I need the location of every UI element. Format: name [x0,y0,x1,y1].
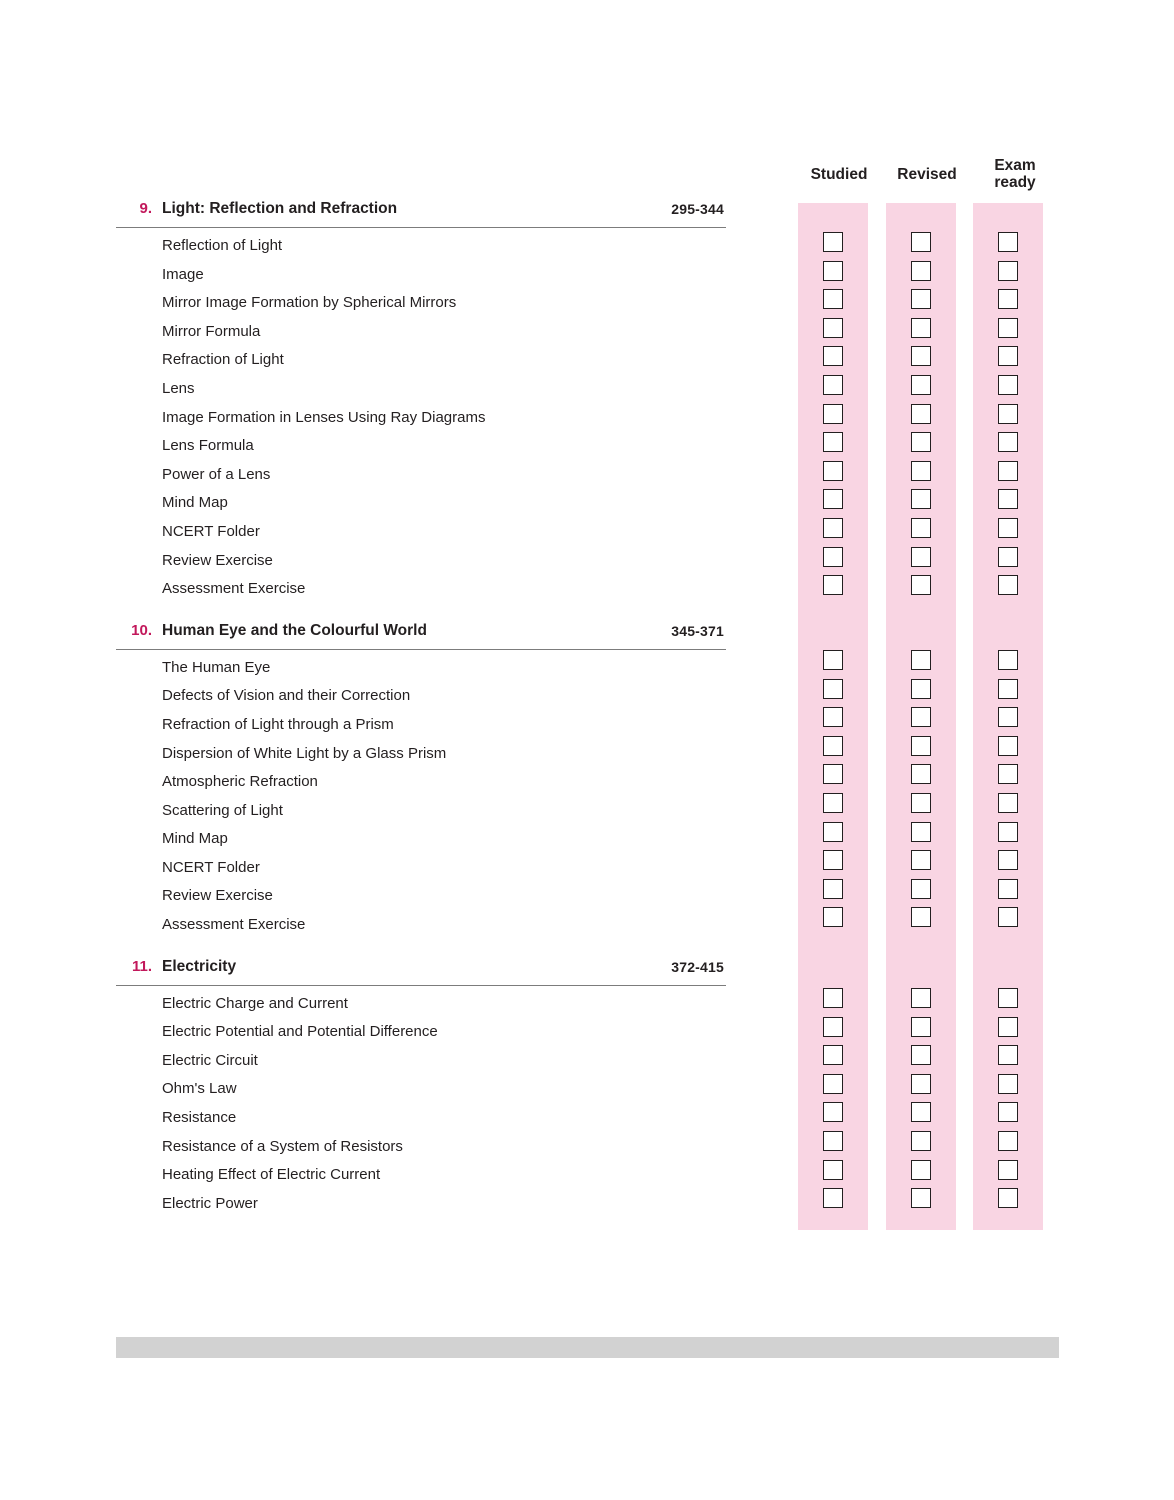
checkbox-exam-ready[interactable] [998,764,1018,784]
checkbox-exam-ready[interactable] [998,907,1018,927]
chapter [116,620,726,940]
checkbox-studied[interactable] [823,879,843,899]
chapter [116,956,726,1219]
topic-item: Image [162,265,204,283]
checkbox-studied[interactable] [823,404,843,424]
topic-item: Electric Power [162,1194,258,1212]
checkbox-exam-ready[interactable] [998,879,1018,899]
topic-item: Scattering of Light [162,801,283,819]
checkbox-revised[interactable] [911,736,931,756]
checkbox-studied[interactable] [823,679,843,699]
checkbox-studied[interactable] [823,907,843,927]
checkbox-studied[interactable] [823,375,843,395]
checkbox-studied[interactable] [823,547,843,567]
checkbox-revised[interactable] [911,988,931,1008]
checkbox-revised[interactable] [911,1045,931,1065]
checkbox-studied[interactable] [823,1045,843,1065]
chapter-header [116,956,726,986]
chapter-number: 10. [131,621,152,639]
topic-item: Assessment Exercise [162,916,306,934]
checkbox-studied[interactable] [823,1188,843,1208]
topic-item: Mind Map [162,494,228,512]
chapter-gap [116,940,726,956]
checkbox-exam-ready[interactable] [998,575,1018,595]
topic-item: Heating Effect of Electric Current [162,1166,381,1184]
checkbox-strip-revised [886,203,956,1230]
checkbox-exam-ready[interactable] [998,736,1018,756]
checkbox-revised[interactable] [911,1102,931,1122]
chapter-title: Electricity [162,957,237,975]
checkbox-revised[interactable] [911,679,931,699]
topic-item: Review Exercise [162,887,273,905]
checkbox-strip-exam-ready [973,203,1043,1230]
topic-item: Mirror Image Formation by Spherical Mirrors [162,294,457,312]
checkbox-studied[interactable] [823,736,843,756]
checkbox-strip-studied [798,203,868,1230]
checkbox-studied[interactable] [823,988,843,1008]
chapter-header [116,198,726,228]
topic-item: Review Exercise [162,551,273,569]
topic-item: NCERT Folder [162,858,260,876]
checkbox-studied[interactable] [823,346,843,366]
chapter-page-range: 345-371 [671,622,724,639]
checkbox-revised[interactable] [911,489,931,509]
checkbox-exam-ready[interactable] [998,650,1018,670]
checkbox-revised[interactable] [911,1160,931,1180]
checkbox-revised[interactable] [911,650,931,670]
topic-item: Electric Potential and Potential Difference [162,1023,438,1041]
checkbox-exam-ready[interactable] [998,1045,1018,1065]
checkbox-revised[interactable] [911,261,931,281]
checkbox-studied[interactable] [823,1131,843,1151]
checkbox-exam-ready[interactable] [998,489,1018,509]
topic-item: Mind Map [162,830,228,848]
checkbox-studied[interactable] [823,707,843,727]
checkbox-revised[interactable] [911,318,931,338]
chapter-page-range: 295-344 [671,201,724,217]
checkbox-studied[interactable] [823,575,843,595]
checkbox-revised[interactable] [911,232,931,252]
topic-item: Power of a Lens [162,465,271,483]
checkbox-exam-ready[interactable] [998,432,1018,452]
chapter [116,198,726,604]
checkbox-revised[interactable] [911,1017,931,1037]
checkbox-studied[interactable] [823,1074,843,1094]
checkbox-revised[interactable] [911,1074,931,1094]
topic-item: Lens Formula [162,437,254,455]
checkbox-exam-ready[interactable] [998,988,1018,1008]
checkbox-exam-ready[interactable] [998,518,1018,538]
topic-item: Defects of Vision and their Correction [162,687,411,705]
checkbox-studied[interactable] [823,232,843,252]
checkbox-studied[interactable] [823,850,843,870]
chapter-title: Light: Reflection and Refraction [162,200,398,217]
checkbox-exam-ready[interactable] [998,1074,1018,1094]
checkbox-exam-ready[interactable] [998,822,1018,842]
checkbox-revised[interactable] [911,1188,931,1208]
checkbox-revised[interactable] [911,518,931,538]
checkbox-studied[interactable] [823,261,843,281]
checkbox-revised[interactable] [911,289,931,309]
chapter-gap [116,604,726,620]
chapter-header [116,620,726,650]
checkbox-revised[interactable] [911,879,931,899]
checkbox-exam-ready[interactable] [998,261,1018,281]
checkbox-studied[interactable] [823,432,843,452]
checkbox-studied[interactable] [823,318,843,338]
checkbox-exam-ready[interactable] [998,318,1018,338]
checkbox-exam-ready[interactable] [998,404,1018,424]
checkbox-studied[interactable] [823,1102,843,1122]
chapter-page-range: 372-415 [671,958,724,975]
topic-item: Resistance [162,1109,237,1127]
checkbox-studied[interactable] [823,764,843,784]
column-header-revised: Revised [897,166,957,183]
checkbox-exam-ready[interactable] [998,547,1018,567]
checkbox-exam-ready[interactable] [998,1017,1018,1037]
checkbox-exam-ready[interactable] [998,1160,1018,1180]
footer-bar [116,1337,1059,1358]
topic-item: Mirror Formula [162,322,261,340]
checkbox-studied[interactable] [823,1160,843,1180]
checkbox-revised[interactable] [911,822,931,842]
column-header-studied: Studied [810,166,868,183]
checkbox-revised[interactable] [911,432,931,452]
checkbox-revised[interactable] [911,461,931,481]
topic-item: Dispersion of White Light by a Glass Prism [162,744,447,762]
topic-item: Electric Circuit [162,1051,258,1069]
checkbox-exam-ready[interactable] [998,346,1018,366]
chapter-number: 9. [139,200,152,217]
checkbox-revised[interactable] [911,850,931,870]
topic-item: Electric Charge and Current [162,994,348,1012]
chapter-number: 11. [131,957,152,975]
checkbox-exam-ready[interactable] [998,375,1018,395]
checkbox-exam-ready[interactable] [998,1131,1018,1151]
checkbox-exam-ready[interactable] [998,232,1018,252]
topic-item: Assessment Exercise [162,580,306,598]
topic-item: NCERT Folder [162,522,260,540]
checkbox-revised[interactable] [911,793,931,813]
topic-item: Atmospheric Refraction [162,773,318,791]
checkbox-revised[interactable] [911,547,931,567]
chapter-list [116,198,726,1218]
checkbox-studied[interactable] [823,1017,843,1037]
checkbox-exam-ready[interactable] [998,679,1018,699]
chapter-title: Human Eye and the Colourful World [162,621,427,639]
checkbox-studied[interactable] [823,650,843,670]
checkbox-revised[interactable] [911,707,931,727]
topic-item: Image Formation in Lenses Using Ray Diagrams [162,408,486,426]
checkbox-studied[interactable] [823,822,843,842]
column-header-exam-ready: Exam ready [994,157,1036,192]
checkbox-exam-ready[interactable] [998,707,1018,727]
checkbox-exam-ready[interactable] [998,461,1018,481]
topic-item: Resistance of a System of Resistors [162,1137,403,1155]
checkbox-revised[interactable] [911,1131,931,1151]
topic-item: Lens [162,379,195,397]
checkbox-revised[interactable] [911,764,931,784]
topic-item: The Human Eye [162,658,271,676]
checkbox-exam-ready[interactable] [998,1188,1018,1208]
checkbox-studied[interactable] [823,518,843,538]
checkbox-studied[interactable] [823,793,843,813]
checkbox-exam-ready[interactable] [998,1102,1018,1122]
checkbox-revised[interactable] [911,375,931,395]
checkbox-studied[interactable] [823,489,843,509]
checkbox-exam-ready[interactable] [998,289,1018,309]
checkbox-studied[interactable] [823,461,843,481]
topic-item: Refraction of Light [162,351,284,369]
checkbox-revised[interactable] [911,575,931,595]
checklist-column-headers [798,155,1044,200]
checkbox-studied[interactable] [823,289,843,309]
checkbox-revised[interactable] [911,907,931,927]
topic-item: Refraction of Light through a Prism [162,715,394,733]
checkbox-exam-ready[interactable] [998,850,1018,870]
topic-item: Ohm's Law [162,1080,237,1098]
checkbox-exam-ready[interactable] [998,793,1018,813]
topic-item: Reflection of Light [162,237,283,254]
checkbox-revised[interactable] [911,346,931,366]
checkbox-revised[interactable] [911,404,931,424]
